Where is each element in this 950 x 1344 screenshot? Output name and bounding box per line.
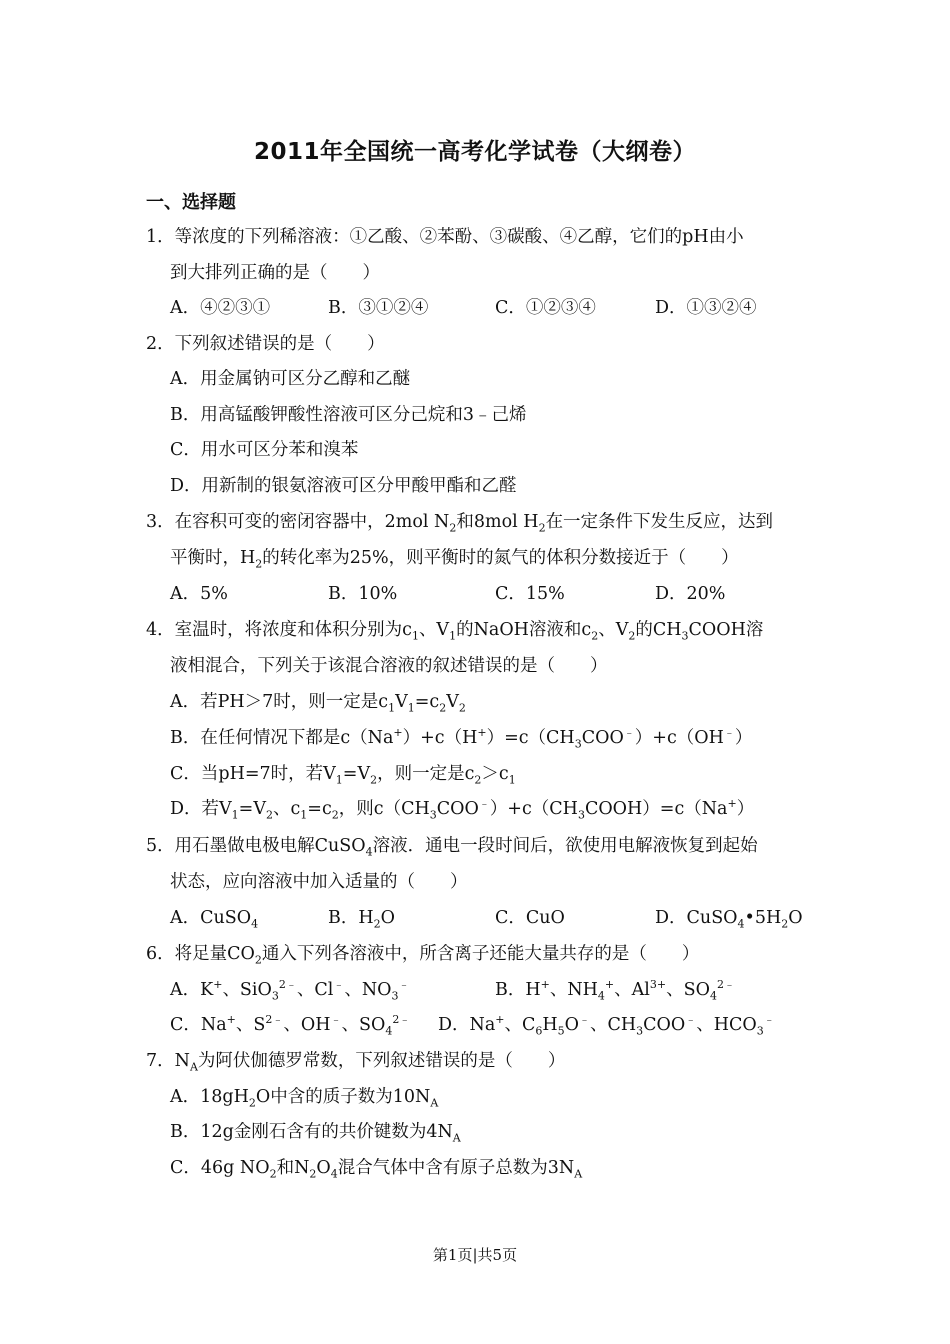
q7-stem: 7．$N_A$为阿伏伽德罗常数，下列叙述错误的是（ ） [146, 1051, 566, 1074]
q4-stem-line2: 液相混合，下列关于该混合溶液的叙述错误的是（ ） [170, 656, 608, 676]
q3-stem-line1: 3．在容积可变的密闭容器中，2mol $N_2$和8mol $H_2$在一定条件下发生反应，达到 [146, 512, 774, 535]
q1-option-b: B．③①②④ [328, 298, 429, 318]
q6-option-c: C．Na+、$S^{2﹣}$、OH﹣、$SO_4^{2﹣}$ [170, 1013, 411, 1038]
q3-option-c: C．15% [495, 584, 565, 604]
q5-option-a: A．CuSO$_4$ [170, 908, 259, 931]
q6-stem: 6．将足量$CO_2$通入下列各溶液中，所含离子还能大量共存的是（ ） [146, 944, 700, 967]
q1-stem-line2: 到大排列正确的是（ ） [170, 263, 380, 283]
q5-stem-line2: 状态，应向溶液中加入适量的（ ） [170, 872, 468, 892]
q1-option-d: D．①③②④ [655, 298, 757, 318]
q5-stem-line1: 5．用石墨做电极电解CuSO$_4$溶液．通电一段时间后，欲使用电解液恢复到起始 [146, 836, 758, 859]
page-footer: 第1页|共5页 [432, 1246, 518, 1264]
q2-option-c: C．用水可区分苯和溴苯 [170, 440, 359, 460]
q1-option-c: C．①②③④ [495, 298, 596, 318]
q7-option-a: A．$18gH_2O$中含的质子数为$10N_A$ [170, 1087, 439, 1110]
q7-option-c: C．46g $NO_2$和$N_2O_4$混合气体中含有原子总数为$3N_A$ [170, 1158, 583, 1181]
q4-option-a: A．若PH＞7时，则一定是$c_1V_1=c_2V_2$ [170, 692, 466, 715]
section-heading: 一、选择题 [146, 192, 236, 213]
q5-option-d: D．$CuSO_4•5H_2O$ [655, 908, 803, 931]
q7-option-b: B．12g金刚石含有的共价键数为$4N_A$ [170, 1122, 461, 1145]
q4-option-b: B．在任何情况下都是$c(Na^+)+c(H^+)=c(CH_3COO^﹣)+c(OH^﹣)$ [170, 726, 753, 751]
q6-option-d: D．Na+、$C_6H_5O^﹣$、$CH_3COO^﹣$、$HCO_3^﹣$ [438, 1013, 775, 1038]
q3-stem-line2: 平衡时，$H_2$的转化率为25%，则平衡时的氮气的体积分数接近于（ ） [170, 548, 739, 571]
q6-option-b: B．H+、$NH_4^+$、$Al^{3+}$、$SO_4^{2﹣}$ [495, 978, 735, 1003]
document-title: 2011年全国统一高考化学试卷（大纲卷） [253, 139, 696, 165]
q3-option-b: B．10% [328, 584, 398, 604]
q3-option-d: D．20% [655, 584, 726, 604]
q6-option-a: A．K+、SiO$_3^{2﹣}$、Cl﹣、$NO_3^﹣$ [170, 978, 410, 1003]
q5-option-b: B．$H_2O$ [328, 908, 395, 931]
q3-option-a: A．5% [170, 584, 228, 604]
q2-stem: 2．下列叙述错误的是（ ） [146, 334, 385, 354]
q4-option-c: C．当pH=7时，若$V_1=V_2$，则一定是$c_2>c_1$ [170, 764, 516, 787]
q2-option-d: D．用新制的银氨溶液可区分甲酸甲酯和乙醛 [170, 476, 517, 496]
q5-option-c: C．CuO [495, 908, 565, 928]
q4-stem-line1: 4．室温时，将浓度和体积分别为$c_1$、$V_1$的NaOH溶液和$c_2$、$V_2$的$CH_3COOH$溶 [146, 620, 764, 643]
q2-option-a: A．用金属钠可区分乙醇和乙醚 [170, 369, 411, 389]
q1-stem-line1: 1．等浓度的下列稀溶液：①乙酸、②苯酚、③碳酸、④乙醇，它们的pH由小 [146, 227, 744, 247]
q4-option-d: D．若$V_1=V_2$、$c_1=c_2$，则$c(CH_3COO^﹣)+c(CH_3COOH)=c(Na^+)$ [170, 797, 755, 822]
q2-option-b: B．用高锰酸钾酸性溶液可区分己烷和3﹣己烯 [170, 405, 527, 425]
q1-option-a: A．④②③① [170, 298, 271, 318]
